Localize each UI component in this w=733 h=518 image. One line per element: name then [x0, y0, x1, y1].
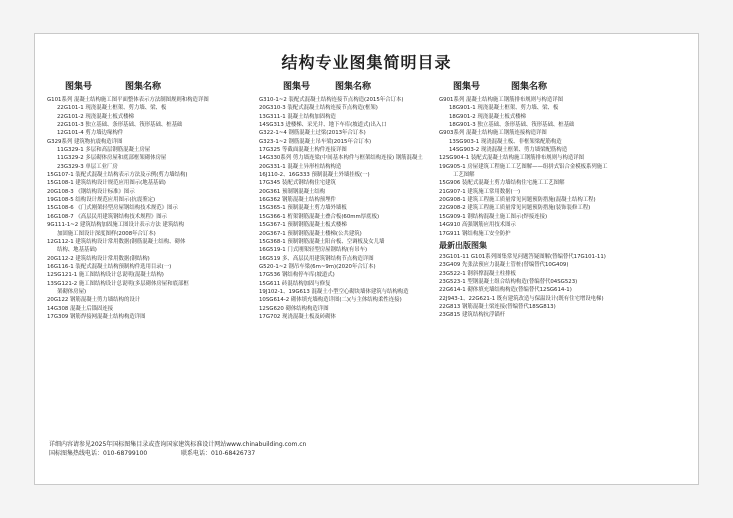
- catalog-entry: 加固施工图设计深度图样(2008年合订本): [57, 230, 156, 237]
- catalog-entry: 工艺图解: [453, 172, 475, 179]
- catalog-sheet: [34, 33, 699, 485]
- catalog-entry: 22G614-1 砌体填充墙结构构造(替编替代12SG614-1): [439, 287, 572, 294]
- col3-header-number: 图集号: [453, 82, 481, 92]
- catalog-column-1: [47, 96, 257, 321]
- catalog-entry: 15G368-1 预制钢筋混凝土阳台板、空调板及女儿墙: [259, 238, 385, 245]
- catalog-entry: 结构、地基基础): [57, 247, 97, 254]
- footer-contact: [49, 449, 306, 458]
- catalog-entry: 14SG313 进楼梯、采光井、地下车库(坡道式)出入口: [259, 122, 387, 129]
- contact-number: 010-68426737: [211, 450, 256, 457]
- catalog-entry: 23G522-1 钢斜撑混凝土柱排板: [439, 270, 516, 277]
- footer: [49, 440, 306, 458]
- catalog-entry: 16G519-1 门式刚架轻型房屋钢结构(有吊车): [259, 247, 368, 254]
- catalog-entry: 23G329-3 单层工业厂房: [57, 163, 118, 170]
- catalog-entry: 20G310-3 装配式混凝土结构连接节点构造(框架): [259, 105, 378, 112]
- catalog-entry: 13G311-1 混凝土结构加固构造: [259, 113, 336, 120]
- catalog-entry: 12SG121-1 施工图结构设计总说明(混凝土结构): [47, 272, 164, 279]
- catalog-entry: G101系列 混凝土结构施工图平面整体表示方法制图规则和构造详图: [47, 97, 209, 103]
- catalog-entry: 15G367-1 预制钢筋混凝土板式楼梯: [259, 222, 347, 229]
- catalog-entry: 11G329-1 多层和高层钢筋混凝土房屋: [57, 147, 151, 154]
- catalog-entry: 13SG903-1 现浇混凝土板、非框架梁配筋构造: [449, 138, 562, 145]
- col2-header-name: 图集名称: [335, 82, 372, 92]
- catalog-entry: G520-1~2 钢吊车梁(6m~9m)(2020年合订本): [259, 263, 376, 270]
- catalog-entry: 22G813 钢筋混凝土梁连接(替编替代18SG813): [439, 303, 556, 310]
- page-title: 结构专业图集简明目录: [281, 53, 452, 72]
- catalog-entry: 17G911 钢结构施工安全防护: [439, 230, 511, 237]
- catalog-entry: G323-1~2 钢筋混凝土吊车梁(2015年合订本): [259, 138, 372, 145]
- catalog-entry: 17G702 现浇混凝土板及砖砌体: [259, 313, 336, 320]
- col1-header-number: 图集号: [65, 82, 93, 92]
- catalog-column-2: [259, 96, 437, 321]
- footer-note: 详细内容请参见2025年国标图集目录或查询国家建筑标准设计网站www.chinabuilding.com.cn: [49, 441, 307, 448]
- col3-header-name: 图集名称: [511, 82, 548, 92]
- catalog-entry: 20G367-1 预制钢筋混凝土楼梯(公共建筑): [259, 230, 362, 237]
- catalog-entry: 12SG904-1 装配式混凝土结构施工钢筋排布规则与构造详图: [439, 155, 585, 162]
- col1-header-name: 图集名称: [125, 82, 162, 92]
- catalog-entry: 20G108-3 《钢结构设计标准》图示: [47, 188, 135, 195]
- catalog-entry: 17G536 钢结构停车库(坡道式): [259, 272, 335, 279]
- hotline-number: 010-68799100: [103, 450, 148, 457]
- catalog-entry: 23G523-1 型钢混凝土组合结构构造(替编替代04SG523): [439, 278, 578, 285]
- catalog-entry: 17G309 钢筋焊接网混凝土结构构造详图: [47, 313, 146, 320]
- catalog-entry: 20G908-1 建筑工程施工质量常见问题预防措施(混凝土结构工程): [439, 197, 596, 204]
- catalog-entry: 23G101-11 G101系列图集常见问题答疑图解(替编替代17G101-11): [439, 253, 606, 260]
- catalog-entry: 19G108-5 结构设计规范应用图示(抗震鉴定): [47, 197, 156, 204]
- catalog-entry: 12G101-4 剪力墙边缘构件: [57, 130, 124, 137]
- catalog-entry: 最新出版图集: [439, 240, 487, 250]
- catalog-entry: 12G112-1 建筑结构设计常用数据(钢筋混凝土结构、砌体: [47, 238, 186, 245]
- catalog-entry: 14G330系列 剪力墙连梁(中间基本构件与框架结构连接) 钢筋混凝土: [259, 155, 423, 162]
- catalog-entry: 15G108-6 《门式刚架轻型房屋钢结构技术规范》图示: [47, 205, 178, 212]
- catalog-entry: 15G909-1 钢结构混凝土施工图示(焊接连接): [439, 213, 548, 220]
- catalog-entry: 17G345 装配式钢结构住宅建筑: [259, 180, 336, 187]
- catalog-entry: 15G366-1 桁架钢筋混凝土叠合板(60mm厚底板): [259, 213, 380, 220]
- catalog-entry: 16G108-7 《高层民用建筑钢结构技术规程》图示: [47, 213, 168, 220]
- catalog-entry: 15G107-1 装配式混凝土结构表示方法及示例(剪力墙结构): [47, 172, 188, 179]
- catalog-entry: G903系列 混凝土结构施工钢筋连接构造详图: [439, 130, 547, 137]
- catalog-entry: 14SG903-2 现浇混凝土框架、剪力墙梁配筋构造: [449, 147, 568, 154]
- catalog-entry: 14G308 混凝土后锚固连接: [47, 305, 114, 312]
- catalog-entry: 18G901-3 独立基础、条形基础、筏形基础、桩基础: [449, 122, 575, 129]
- catalog-entry: 11G329-2 多层砌体房屋和底部框架砌体房屋: [57, 155, 167, 162]
- catalog-entry: 23G409 先张法预应力混凝土管桩(替编替代10G409): [439, 262, 569, 269]
- catalog-entry: 13SG121-2 施工图结构设计总说明(多层砌体房屋和底部框: [47, 280, 189, 287]
- catalog-entry: G329系列 建筑物抗震构造详图: [47, 138, 123, 145]
- catalog-entry: 16G519 多、高层民用建筑钢结构节点构造详图: [259, 255, 374, 262]
- catalog-entry: 20G361 预制钢混凝土结构: [259, 188, 326, 195]
- catalog-entry: 16J110-2、16G333 预制混凝土外墙挂板(一): [259, 172, 370, 179]
- col2-header-number: 图集号: [283, 82, 311, 92]
- catalog-entry: 15G611 砖混结构加固与修复: [259, 280, 331, 287]
- catalog-entry: 22G101-1 现浇混凝土框架、剪力墙、梁、板: [57, 105, 167, 112]
- catalog-entry: 23G815 建筑结构抗浮锚杆: [439, 312, 506, 319]
- catalog-entry: 12SG620 砌体结构构造详图: [259, 305, 329, 312]
- catalog-entry: 15G906 装配式混凝土剪力墙结构住宅施工工艺图解: [439, 180, 565, 187]
- catalog-entry: 架砌体房屋): [57, 288, 87, 295]
- catalog-entry: 22G908-2 建筑工程施工质量常见问题预防措施(装饰装修工程): [439, 205, 591, 212]
- catalog-entry: 22G101-2 现浇混凝土板式楼梯: [57, 113, 134, 120]
- catalog-entry: 16G116-1 装配式混凝土结构预制构件选用目录(一): [47, 263, 172, 270]
- catalog-entry: 22J943-1、22G621-1 既有建筑改造与保温设计(既有住宅增设电梯): [439, 295, 604, 302]
- catalog-entry: 14G910 高强钢筋应用技术图示: [439, 222, 516, 229]
- contact-label: 联系电话：: [181, 450, 212, 457]
- catalog-entry: 15G365-1 预制混凝土剪力墙外墙板: [259, 205, 347, 212]
- catalog-entry: 22G101-3 独立基础、条形基础、筏形基础、桩基础: [57, 122, 183, 129]
- catalog-entry: 19G905-1 房屋建筑工程施工工艺图解——组拼式铝合金模板系列施工: [439, 163, 608, 170]
- catalog-entry: G901系列 混凝土结构施工钢筋排布规则与构造详图: [439, 97, 563, 103]
- catalog-entry: 20G331-1 混凝土异形柱结构构造: [259, 163, 342, 170]
- catalog-entry: 10SG614-2 砌体填充墙构造详图(二)(与主体结构柔性连接): [259, 297, 402, 304]
- hotline-label: 国标图集热线电话：: [49, 450, 104, 457]
- catalog-entry: 17G325 等截面混凝土构件连接详图: [259, 147, 347, 154]
- catalog-entry: G322-1~4 钢筋混凝土过梁(2013年合订本): [259, 130, 366, 137]
- catalog-entry: 20G112-2 建筑结构设计常用数据(钢结构): [47, 255, 150, 262]
- catalog-entry: 19J102-1、19G613 混凝土小型空心砌块墙体建筑与结构构造: [259, 288, 409, 295]
- catalog-entry: 18G901-2 现浇混凝土板式楼梯: [449, 113, 526, 120]
- catalog-entry: 21G907-1 建筑施工常用数据(一): [439, 188, 521, 195]
- catalog-entry: 18G901-1 现浇混凝土框架、剪力墙、梁、板: [449, 105, 559, 112]
- catalog-entry: 9G111-1~2 建筑结构加固施工图设计表示方法 建筑结构: [47, 222, 185, 229]
- catalog-entry: G310-1~2 装配式混凝土结构连接节点构造(2015年合订本): [259, 97, 404, 103]
- catalog-entry: 16G362 钢筋混凝土结构预埋件: [259, 197, 336, 204]
- catalog-entry: 20G122 钢筋混凝土剪力墙结构的设计: [47, 297, 141, 304]
- catalog-entry: 15G108-1 建筑结构设计规范应用图示(地基基础): [47, 180, 166, 187]
- catalog-column-3: [439, 96, 691, 320]
